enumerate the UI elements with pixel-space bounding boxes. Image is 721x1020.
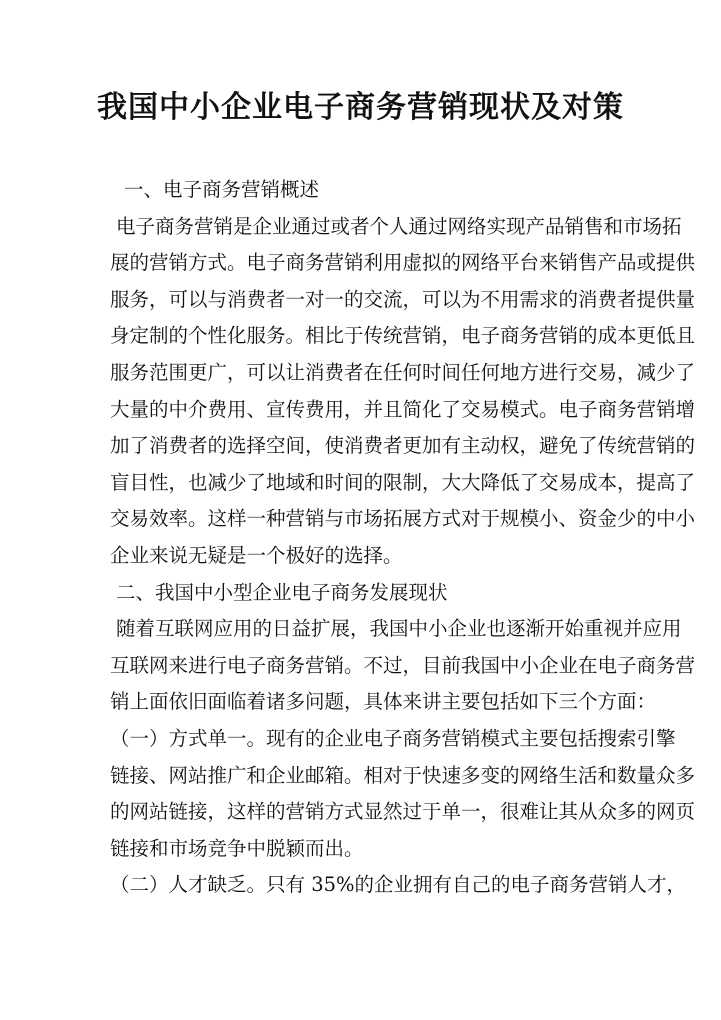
paragraph-overview	[110, 209, 696, 575]
paragraph-talent-shortage	[110, 867, 687, 904]
paragraph-single-method	[110, 721, 696, 867]
paragraph-line: 交易效率。这样一种营销与市场拓展方式对于规模小、资金少的中小	[110, 507, 696, 531]
paragraph-line: 加了消费者的选择空间，使消费者更加有主动权，避免了传统营销的	[110, 434, 696, 458]
paragraph-line: 电子商务营销是企业通过或者个人通过网络实现产品销售和市场拓	[116, 214, 682, 238]
document-title: 我国中小企业电子商务营销现状及对策	[97, 90, 624, 125]
paragraph-line: 销上面依旧面临着诸多问题，具体来讲主要包括如下三个方面：	[110, 690, 657, 714]
paragraph-line: 身定制的个性化服务。相比于传统营销，电子商务营销的成本更低且	[110, 324, 696, 348]
paragraph-line: 链接和市场竞争中脱颖而出。	[110, 836, 364, 860]
paragraph-line: 展的营销方式。电子商务营销利用虚拟的网络平台来销售产品或提供	[110, 251, 696, 275]
paragraph-line: 服务范围更广，可以让消费者在任何时间任何地方进行交易，减少了	[110, 360, 696, 384]
document-body	[110, 172, 696, 904]
paragraph-line: 的网站链接，这样的营销方式显然过于单一，很难让其从众多的网页	[110, 800, 696, 824]
paragraph-status	[110, 611, 696, 721]
paragraph-line: 链接、网站推广和企业邮箱。相对于快速多变的网络生活和数量众多	[110, 763, 696, 787]
section-heading-1: 一、电子商务营销概述	[124, 178, 320, 201]
paragraph-line: 互联网来进行电子商务营销。不过，目前我国中小企业在电子商务营	[110, 653, 696, 677]
paragraph-line: （一）方式单一。现有的企业电子商务营销模式主要包括搜索引擎	[110, 726, 676, 750]
paragraph-line: 随着互联网应用的日益扩展，我国中小企业也逐渐开始重视并应用	[116, 617, 682, 641]
paragraph-line: 服务，可以与消费者一对一的交流，可以为不用需求的消费者提供量	[110, 287, 696, 311]
paragraph-line: 大量的中介费用、宣传费用，并且简化了交易模式。电子商务营销增	[110, 397, 696, 421]
paragraph-line: 盲目性，也减少了地域和时间的限制，大大降低了交易成本，提高了	[110, 470, 696, 494]
section-heading-2: 二、我国中小型企业电子商务发展现状	[116, 580, 448, 604]
paragraph-line: 企业来说无疑是一个极好的选择。	[110, 543, 403, 567]
paragraph-line: （二）人才缺乏。只有 35%的企业拥有自己的电子商务营销人才，	[110, 873, 687, 897]
